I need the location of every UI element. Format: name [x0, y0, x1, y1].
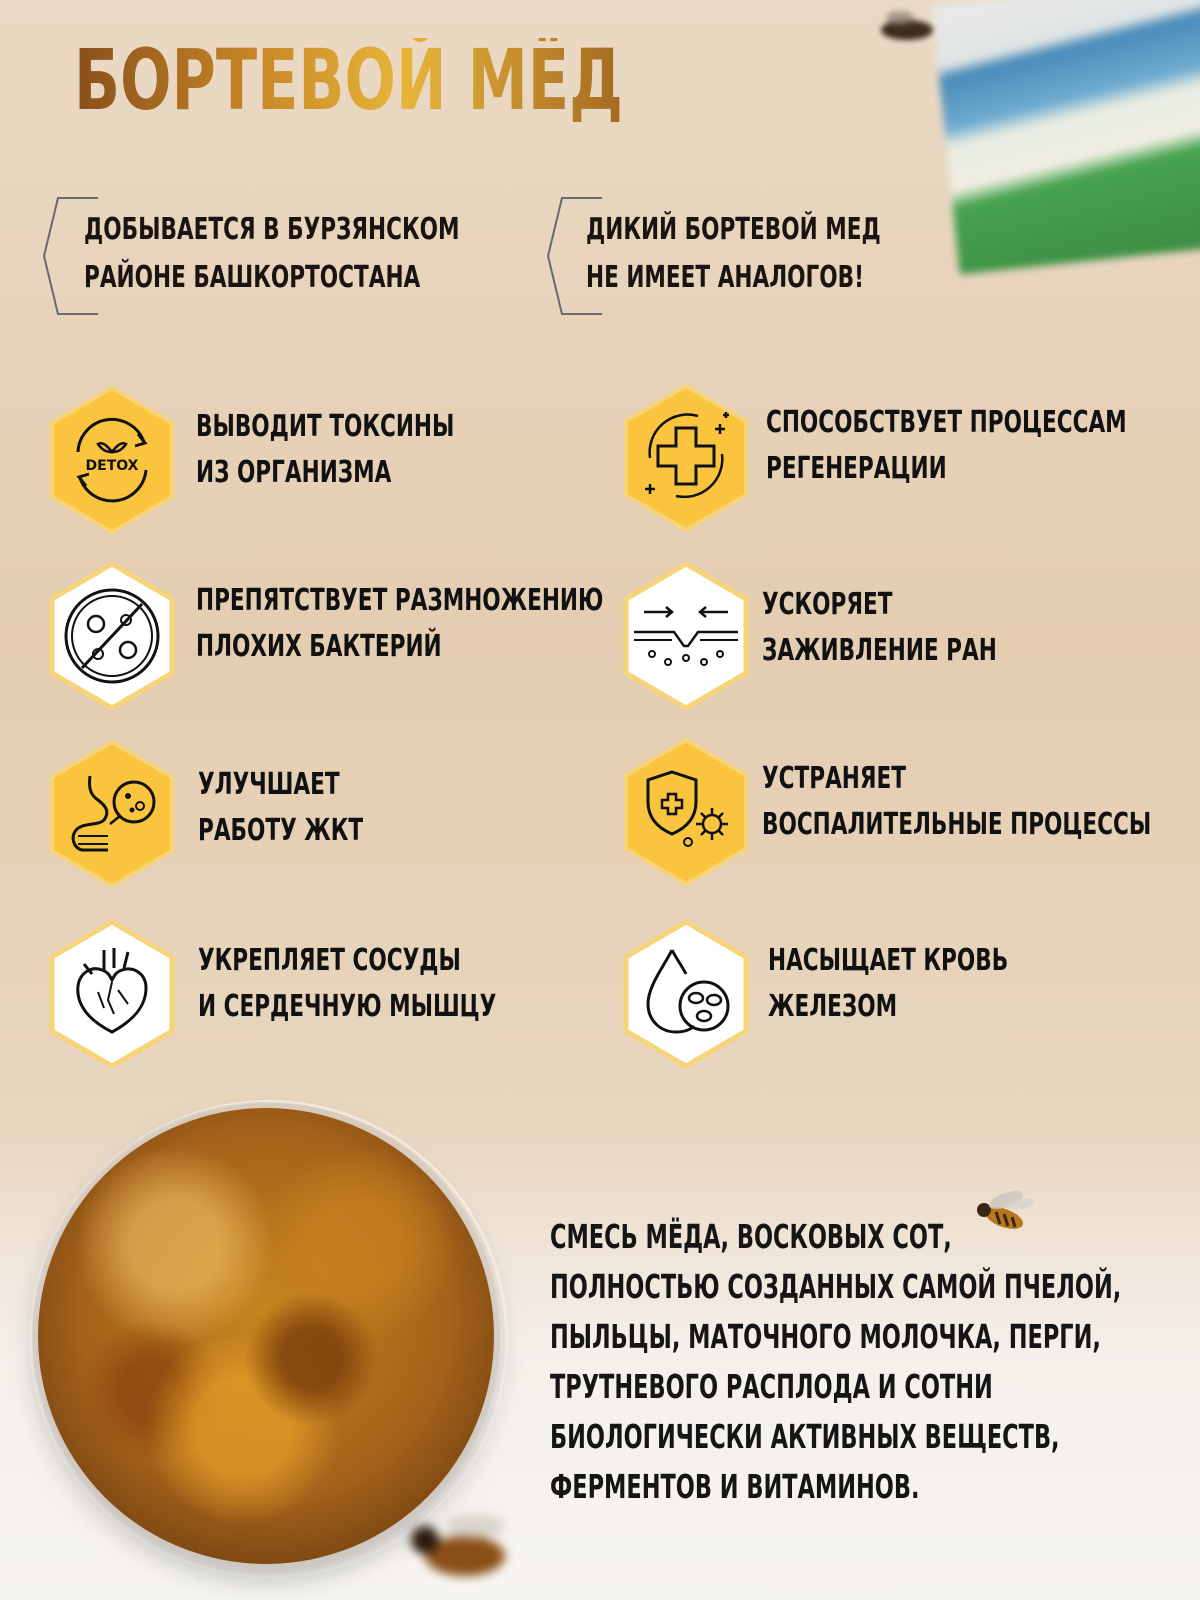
- feature-regeneration-text: [766, 400, 1127, 492]
- no-bacteria-icon: [48, 562, 176, 710]
- feature-line-2: ЗАЖИВЛЕНИЕ РАН: [762, 633, 997, 668]
- digestive-system-icon: [48, 740, 176, 888]
- feature-heart-text: [198, 938, 496, 1030]
- product-description: [550, 1212, 1121, 1512]
- origin-caption-line-1: ДОБЫВАЕТСЯ В БУРЗЯНСКОМ: [84, 212, 460, 247]
- unique-caption-line-2: НЕ ИМЕЕТ АНАЛОГОВ!: [586, 260, 864, 295]
- feature-hexagon: [48, 920, 176, 1068]
- feature-hexagon: [48, 740, 176, 888]
- feature-line-2: ВОСПАЛИТЕЛЬНЫЕ ПРОЦЕССЫ: [762, 807, 1152, 842]
- unique-caption: [586, 206, 881, 302]
- origin-caption: [84, 206, 459, 302]
- regeneration-cross-icon: [622, 384, 750, 532]
- bee-icon: [395, 1500, 525, 1590]
- wound-healing-icon: [622, 562, 750, 710]
- feature-detox-text: [196, 404, 454, 496]
- description-line: СМЕСЬ МЁДА, ВОСКОВЫХ СОТ,: [550, 1217, 952, 1256]
- blood-drop-icon: [622, 920, 750, 1068]
- description-line: ФЕРМЕНТОВ И ВИТАМИНОВ.: [550, 1467, 920, 1506]
- detox-icon: [48, 386, 176, 534]
- feature-hexagon: [48, 386, 176, 534]
- feature-line-1: НАСЫЩАЕТ КРОВЬ: [768, 943, 1009, 978]
- feature-line-1: УСКОРЯЕТ: [762, 587, 893, 622]
- feature-line-1: СПОСОБСТВУЕТ ПРОЦЕССАМ: [766, 405, 1127, 440]
- bashkortostan-flag-image: [932, 0, 1200, 274]
- feature-digestion-text: [198, 762, 363, 854]
- feature-hexagon: [48, 562, 176, 710]
- description-line: ПОЛНОСТЬЮ СОЗДАННЫХ САМОЙ ПЧЕЛОЙ,: [550, 1267, 1122, 1306]
- feature-hexagon: [622, 920, 750, 1068]
- origin-caption-line-2: РАЙОНЕ БАШКОРТОСТАНА: [84, 260, 421, 295]
- feature-line-1: УСТРАНЯЕТ: [762, 761, 906, 796]
- feature-bacteria-text: [196, 578, 603, 670]
- feature-iron-text: [768, 938, 1008, 1030]
- feature-line-1: ВЫВОДИТ ТОКСИНЫ: [196, 409, 455, 444]
- feature-line-2: РАБОТУ ЖКТ: [198, 813, 364, 848]
- feature-hexagon: [622, 384, 750, 532]
- description-line: ПЫЛЬЦЫ, МАТОЧНОГО МОЛОЧКА, ПЕРГИ,: [550, 1317, 1101, 1356]
- feature-line-2: ПЛОХИХ БАКТЕРИЙ: [196, 629, 442, 664]
- feature-inflammation-text: [762, 756, 1151, 848]
- feature-wound-text: [762, 582, 997, 674]
- feature-line-2: И СЕРДЕЧНУЮ МЫШЦУ: [198, 989, 497, 1024]
- honey-jar-image: [38, 1108, 494, 1564]
- page-title: БОРТЕВОЙ МЁД: [74, 31, 623, 129]
- feature-hexagon: [622, 562, 750, 710]
- bee-icon: [872, 8, 942, 46]
- feature-line-2: ЖЕЛЕЗОМ: [768, 989, 898, 1024]
- description-line: БИОЛОГИЧЕСКИ АКТИВНЫХ ВЕЩЕСТВ,: [550, 1417, 1060, 1456]
- detox-icon-label: DETOX: [85, 458, 139, 474]
- feature-line-1: УКРЕПЛЯЕТ СОСУДЫ: [198, 943, 461, 978]
- feature-line-2: ИЗ ОРГАНИЗМА: [196, 455, 392, 490]
- heart-icon: [48, 920, 176, 1068]
- shield-virus-icon: [622, 738, 750, 886]
- feature-line-2: РЕГЕНЕРАЦИИ: [766, 451, 947, 486]
- description-line: ТРУТНЕВОГО РАСПЛОДА И СОТНИ: [550, 1367, 993, 1406]
- feature-line-1: УЛУЧШАЕТ: [198, 767, 340, 802]
- feature-hexagon: [622, 738, 750, 886]
- feature-line-1: ПРЕПЯТСТВУЕТ РАЗМНОЖЕНИЮ: [196, 583, 604, 618]
- unique-caption-line-1: ДИКИЙ БОРТЕВОЙ МЕД: [586, 212, 881, 247]
